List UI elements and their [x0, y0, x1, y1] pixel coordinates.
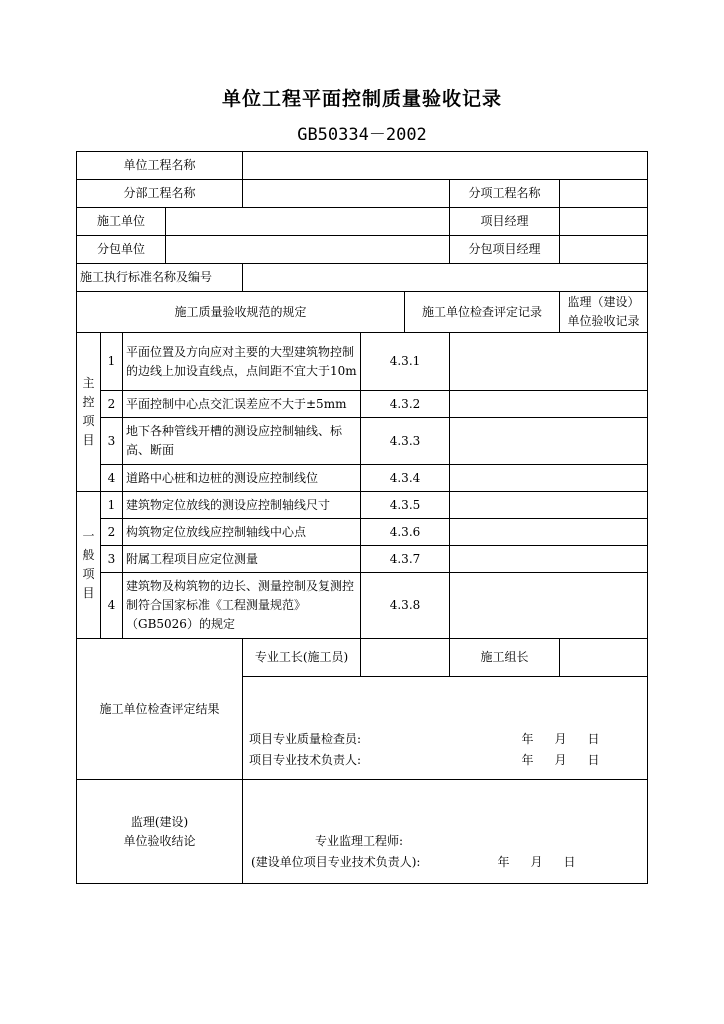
table-row [77, 519, 648, 546]
table-row [77, 492, 648, 519]
general-group-label: 一 般 项 目 [77, 492, 101, 639]
item-number: 2 [101, 519, 123, 546]
item-construction-check[interactable] [450, 333, 648, 391]
table-row [77, 391, 648, 418]
team-leader-value[interactable] [560, 639, 648, 677]
project-manager-label: 项目经理 [450, 208, 560, 236]
item-clause: 4.3.4 [361, 465, 450, 492]
supervision-signature-area[interactable] [243, 780, 648, 884]
item-clause: 4.3.6 [361, 519, 450, 546]
item-number: 2 [101, 391, 123, 418]
item-construction-check[interactable] [450, 391, 648, 418]
subitem-project-name-label: 分项工程名称 [450, 180, 560, 208]
technical-lead-line: 项目专业技术负责人: 年 月 日 [249, 753, 600, 767]
unit-project-name-label: 单位工程名称 [77, 152, 243, 180]
specification-header: 施工质量验收规范的规定 [77, 292, 405, 333]
construction-unit-label: 施工单位 [77, 208, 166, 236]
item-number: 1 [101, 492, 123, 519]
construction-unit-value[interactable] [166, 208, 450, 236]
row-supervision-conclusion [77, 780, 648, 884]
item-text: 构筑物定位放线应控制轴线中心点 [123, 519, 361, 546]
table-row [77, 573, 648, 639]
quality-inspector-line: 项目专业质量检查员: 年 月 日 [249, 732, 600, 746]
team-leader-label: 施工组长 [450, 639, 560, 677]
result-label: 施工单位检查评定结果 [77, 639, 243, 780]
acceptance-record-table [76, 151, 648, 884]
row-column-headers [77, 292, 648, 333]
subcontract-project-manager-label: 分包项目经理 [450, 236, 560, 264]
subitem-project-name-value[interactable] [560, 180, 648, 208]
row-result-signers [77, 639, 648, 677]
row-subcontract-unit [77, 236, 648, 264]
owner-lead-line: (建设单位项目专业技术负责人): 年 月 日 [251, 855, 576, 869]
supervision-header-line2: 单位验收记录 [567, 314, 640, 328]
item-clause: 4.3.1 [361, 333, 450, 391]
item-clause: 4.3.7 [361, 546, 450, 573]
item-construction-check[interactable] [450, 492, 648, 519]
item-clause: 4.3.8 [361, 573, 450, 639]
item-text: 附属工程项目应定位测量 [123, 546, 361, 573]
table-row [77, 333, 648, 391]
item-construction-check[interactable] [450, 418, 648, 465]
item-clause: 4.3.2 [361, 391, 450, 418]
foreman-value[interactable] [361, 639, 450, 677]
row-construction-unit [77, 208, 648, 236]
row-division-project [77, 180, 648, 208]
subcontract-project-manager-value[interactable] [560, 236, 648, 264]
subcontract-unit-value[interactable] [166, 236, 450, 264]
item-number: 3 [101, 546, 123, 573]
row-unit-project [77, 152, 648, 180]
item-text: 道路中心桩和边桩的测设应控制线位 [123, 465, 361, 492]
item-construction-check[interactable] [450, 465, 648, 492]
division-project-name-value[interactable] [243, 180, 450, 208]
standard-name-value[interactable] [243, 264, 648, 292]
document-title: 单位工程平面控制质量验收记录 [221, 88, 502, 110]
item-number: 3 [101, 418, 123, 465]
item-number: 4 [101, 465, 123, 492]
item-number: 4 [101, 573, 123, 639]
standard-code: GB50334－2002 [297, 125, 427, 145]
item-clause: 4.3.5 [361, 492, 450, 519]
table-row [77, 418, 648, 465]
item-construction-check[interactable] [450, 573, 648, 639]
supervision-header-line1: 监理（建设） [567, 295, 640, 309]
supervision-engineer-label: 专业监理工程师: [315, 834, 404, 848]
item-clause: 4.3.3 [361, 418, 450, 465]
item-text: 建筑物定位放线的测设应控制轴线尺寸 [123, 492, 361, 519]
item-number: 1 [101, 333, 123, 391]
division-project-name-label: 分部工程名称 [77, 180, 243, 208]
table-row [77, 546, 648, 573]
row-standard [77, 264, 648, 292]
standard-name-label: 施工执行标准名称及编号 [77, 264, 243, 292]
item-text: 建筑物及构筑物的边长、测量控制及复测控制符合国家标准《工程测量规范》（GB5026）的规定 [123, 573, 361, 639]
construction-check-header: 施工单位检查评定记录 [405, 292, 560, 333]
supervision-conclusion-label: 监理(建设) 单位验收结论 [77, 780, 243, 884]
result-signature-area[interactable] [243, 677, 648, 780]
foreman-label: 专业工长(施工员) [243, 639, 361, 677]
item-construction-check[interactable] [450, 519, 648, 546]
subcontract-unit-label: 分包单位 [77, 236, 166, 264]
item-construction-check[interactable] [450, 546, 648, 573]
item-text: 平面控制中心点交汇误差应不大于±5mm [123, 391, 361, 418]
item-text: 地下各种管线开槽的测设应控制轴线、标高、断面 [123, 418, 361, 465]
project-manager-value[interactable] [560, 208, 648, 236]
supervision-header [560, 292, 648, 333]
unit-project-name-value[interactable] [243, 152, 648, 180]
main-control-group-label: 主 控 项 目 [77, 333, 101, 492]
table-row [77, 465, 648, 492]
item-text: 平面位置及方向应对主要的大型建筑物控制的边线上加设直线点，点间距不宜大于10m [123, 333, 361, 391]
